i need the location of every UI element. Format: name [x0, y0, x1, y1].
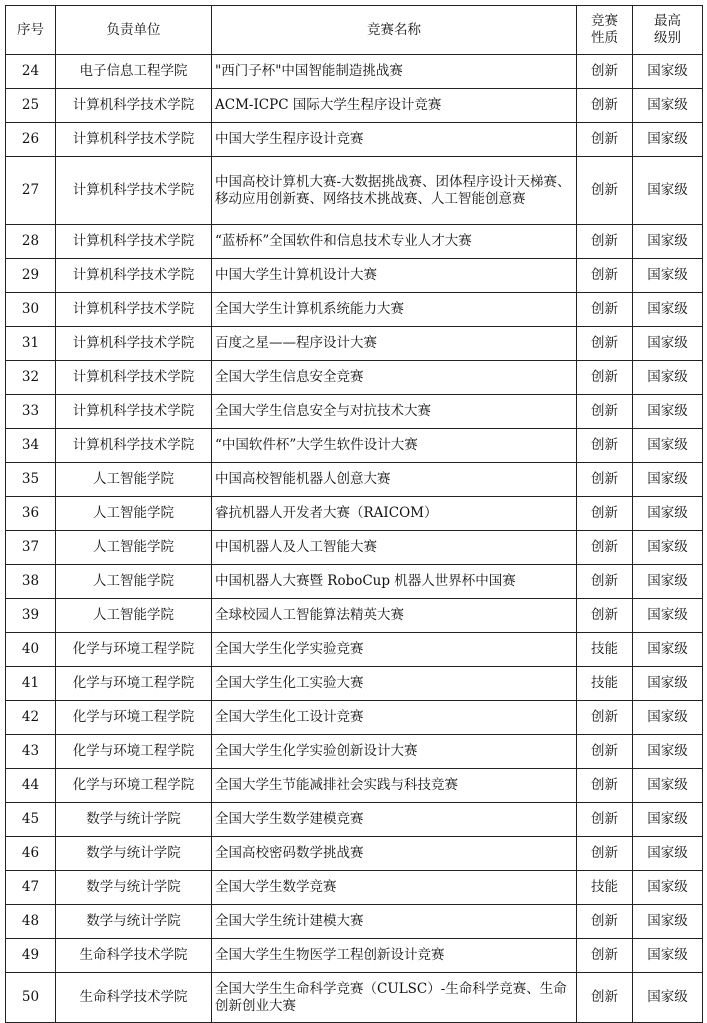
row-highest-level: 国家级: [633, 225, 703, 259]
row-serial-number: 30: [6, 293, 56, 327]
row-competition-type: 创新: [577, 837, 633, 871]
row-competition-name: 全国大学生数学建模竞赛: [212, 803, 577, 837]
row-responsible-unit: 计算机科学技术学院: [56, 429, 212, 463]
row-highest-level: 国家级: [633, 395, 703, 429]
row-serial-number: 29: [6, 259, 56, 293]
row-responsible-unit: 计算机科学技术学院: [56, 259, 212, 293]
row-serial-number: 41: [6, 667, 56, 701]
table-row: [6, 905, 703, 939]
row-competition-type: 创新: [577, 395, 633, 429]
row-competition-name: 百度之星——程序设计大赛: [212, 327, 577, 361]
row-competition-name: 中国大学生计算机设计大赛: [212, 259, 577, 293]
row-competition-name: 全国大学生化工设计竞赛: [212, 701, 577, 735]
row-serial-number: 26: [6, 123, 56, 157]
row-highest-level: 国家级: [633, 905, 703, 939]
table-row: [6, 429, 703, 463]
row-competition-type: 创新: [577, 55, 633, 89]
row-highest-level: 国家级: [633, 497, 703, 531]
row-competition-type: 创新: [577, 259, 633, 293]
row-highest-level: 国家级: [633, 701, 703, 735]
row-responsible-unit: 数学与统计学院: [56, 871, 212, 905]
row-competition-type: 创新: [577, 463, 633, 497]
row-serial-number: 36: [6, 497, 56, 531]
table-row: [6, 327, 703, 361]
row-responsible-unit: 人工智能学院: [56, 565, 212, 599]
row-competition-name: 全国高校密码数学挑战赛: [212, 837, 577, 871]
row-competition-name: 全国大学生化学实验竞赛: [212, 633, 577, 667]
row-competition-type: 创新: [577, 973, 633, 1023]
row-serial-number: 44: [6, 769, 56, 803]
row-competition-name: “中国软件杯”大学生软件设计大赛: [212, 429, 577, 463]
row-competition-name: 全球校园人工智能算法精英大赛: [212, 599, 577, 633]
table-row: [6, 395, 703, 429]
row-responsible-unit: 生命科学技术学院: [56, 973, 212, 1023]
table-row: [6, 293, 703, 327]
row-highest-level: 国家级: [633, 633, 703, 667]
table-row: [6, 939, 703, 973]
row-competition-type: 创新: [577, 905, 633, 939]
row-competition-type: 创新: [577, 803, 633, 837]
row-competition-type: 创新: [577, 497, 633, 531]
row-serial-number: 32: [6, 361, 56, 395]
row-serial-number: 50: [6, 973, 56, 1023]
table-row: [6, 157, 703, 225]
row-competition-type: 创新: [577, 599, 633, 633]
row-competition-type: 创新: [577, 565, 633, 599]
table-row: [6, 565, 703, 599]
row-serial-number: 24: [6, 55, 56, 89]
row-highest-level: 国家级: [633, 293, 703, 327]
row-responsible-unit: 计算机科学技术学院: [56, 395, 212, 429]
header-highest-level: 最高级别: [633, 6, 703, 55]
competition-table: [5, 5, 703, 1023]
row-responsible-unit: 化学与环境工程学院: [56, 769, 212, 803]
row-responsible-unit: 计算机科学技术学院: [56, 361, 212, 395]
row-competition-type: 创新: [577, 939, 633, 973]
table-row: [6, 55, 703, 89]
row-highest-level: 国家级: [633, 259, 703, 293]
row-competition-name: 全国大学生统计建模大赛: [212, 905, 577, 939]
table-row: [6, 871, 703, 905]
row-competition-name: 中国高校智能机器人创意大赛: [212, 463, 577, 497]
row-competition-name: 全国大学生节能减排社会实践与科技竞赛: [212, 769, 577, 803]
row-competition-name: ACM-ICPC 国际大学生程序设计竞赛: [212, 89, 577, 123]
row-responsible-unit: 化学与环境工程学院: [56, 633, 212, 667]
row-highest-level: 国家级: [633, 871, 703, 905]
table-row: [6, 735, 703, 769]
row-competition-name: 睿抗机器人开发者大赛（RAICOM）: [212, 497, 577, 531]
row-highest-level: 国家级: [633, 837, 703, 871]
row-competition-name: 全国大学生计算机系统能力大赛: [212, 293, 577, 327]
row-highest-level: 国家级: [633, 667, 703, 701]
header-responsible-unit: 负责单位: [56, 6, 212, 55]
row-serial-number: 46: [6, 837, 56, 871]
row-serial-number: 35: [6, 463, 56, 497]
table-row: [6, 701, 703, 735]
row-highest-level: 国家级: [633, 735, 703, 769]
row-highest-level: 国家级: [633, 599, 703, 633]
row-responsible-unit: 化学与环境工程学院: [56, 735, 212, 769]
table-row: [6, 769, 703, 803]
row-competition-type: 技能: [577, 871, 633, 905]
row-responsible-unit: 人工智能学院: [56, 463, 212, 497]
row-serial-number: 33: [6, 395, 56, 429]
row-highest-level: 国家级: [633, 939, 703, 973]
row-serial-number: 34: [6, 429, 56, 463]
row-serial-number: 25: [6, 89, 56, 123]
row-competition-type: 创新: [577, 225, 633, 259]
row-responsible-unit: 人工智能学院: [56, 497, 212, 531]
row-highest-level: 国家级: [633, 531, 703, 565]
row-highest-level: 国家级: [633, 327, 703, 361]
row-responsible-unit: 计算机科学技术学院: [56, 327, 212, 361]
row-serial-number: 40: [6, 633, 56, 667]
table-row: [6, 89, 703, 123]
row-serial-number: 31: [6, 327, 56, 361]
table-row: [6, 463, 703, 497]
row-responsible-unit: 化学与环境工程学院: [56, 667, 212, 701]
row-competition-type: 创新: [577, 531, 633, 565]
row-responsible-unit: 电子信息工程学院: [56, 55, 212, 89]
row-highest-level: 国家级: [633, 973, 703, 1023]
row-responsible-unit: 计算机科学技术学院: [56, 225, 212, 259]
row-competition-name: 中国机器人大赛暨 RoboCup 机器人世界杯中国赛: [212, 565, 577, 599]
row-serial-number: 38: [6, 565, 56, 599]
row-highest-level: 国家级: [633, 361, 703, 395]
header-serial-number: 序号: [6, 6, 56, 55]
row-responsible-unit: 生命科学技术学院: [56, 939, 212, 973]
row-serial-number: 27: [6, 157, 56, 225]
table-header-row: [6, 6, 703, 55]
header-competition-type: 竞赛性质: [577, 6, 633, 55]
row-responsible-unit: 数学与统计学院: [56, 837, 212, 871]
table-row: [6, 123, 703, 157]
row-responsible-unit: 计算机科学技术学院: [56, 123, 212, 157]
row-serial-number: 39: [6, 599, 56, 633]
row-competition-name: 中国高校计算机大赛-大数据挑战赛、团体程序设计天梯赛、移动应用创新赛、网络技术挑战赛、人工智能创意赛: [212, 157, 577, 225]
row-serial-number: 48: [6, 905, 56, 939]
row-competition-name: "西门子杯"中国智能制造挑战赛: [212, 55, 577, 89]
row-highest-level: 国家级: [633, 89, 703, 123]
row-competition-type: 创新: [577, 327, 633, 361]
table-row: [6, 531, 703, 565]
table-row: [6, 973, 703, 1023]
table-row: [6, 803, 703, 837]
row-competition-name: 中国大学生程序设计竞赛: [212, 123, 577, 157]
table-row: [6, 225, 703, 259]
row-responsible-unit: 人工智能学院: [56, 599, 212, 633]
row-serial-number: 42: [6, 701, 56, 735]
row-competition-name: 全国大学生化学实验创新设计大赛: [212, 735, 577, 769]
row-competition-type: 技能: [577, 667, 633, 701]
table-row: [6, 497, 703, 531]
row-responsible-unit: 数学与统计学院: [56, 905, 212, 939]
row-competition-type: 创新: [577, 429, 633, 463]
row-competition-type: 创新: [577, 361, 633, 395]
row-competition-name: 全国大学生信息安全竞赛: [212, 361, 577, 395]
row-highest-level: 国家级: [633, 463, 703, 497]
table-row: [6, 361, 703, 395]
row-highest-level: 国家级: [633, 157, 703, 225]
table-row: [6, 667, 703, 701]
row-serial-number: 47: [6, 871, 56, 905]
row-competition-name: 全国大学生化工实验大赛: [212, 667, 577, 701]
row-competition-type: 技能: [577, 633, 633, 667]
row-responsible-unit: 计算机科学技术学院: [56, 157, 212, 225]
table-row: [6, 633, 703, 667]
row-responsible-unit: 计算机科学技术学院: [56, 293, 212, 327]
row-competition-type: 创新: [577, 701, 633, 735]
row-competition-type: 创新: [577, 293, 633, 327]
row-competition-type: 创新: [577, 123, 633, 157]
row-competition-name: 全国大学生生物医学工程创新设计竞赛: [212, 939, 577, 973]
row-competition-name: 全国大学生数学竞赛: [212, 871, 577, 905]
row-competition-name: 全国大学生信息安全与对抗技术大赛: [212, 395, 577, 429]
row-serial-number: 28: [6, 225, 56, 259]
row-serial-number: 45: [6, 803, 56, 837]
row-highest-level: 国家级: [633, 429, 703, 463]
row-serial-number: 37: [6, 531, 56, 565]
row-competition-name: 全国大学生生命科学竞赛（CULSC）-生命科学竞赛、生命创新创业大赛: [212, 973, 577, 1023]
row-competition-type: 创新: [577, 735, 633, 769]
table-row: [6, 599, 703, 633]
row-serial-number: 43: [6, 735, 56, 769]
row-highest-level: 国家级: [633, 769, 703, 803]
row-highest-level: 国家级: [633, 123, 703, 157]
row-competition-type: 创新: [577, 769, 633, 803]
row-competition-type: 创新: [577, 89, 633, 123]
row-competition-name: 中国机器人及人工智能大赛: [212, 531, 577, 565]
row-highest-level: 国家级: [633, 803, 703, 837]
row-highest-level: 国家级: [633, 565, 703, 599]
header-competition-name: 竞赛名称: [212, 6, 577, 55]
row-competition-type: 创新: [577, 157, 633, 225]
row-serial-number: 49: [6, 939, 56, 973]
table-row: [6, 259, 703, 293]
row-responsible-unit: 化学与环境工程学院: [56, 701, 212, 735]
row-responsible-unit: 人工智能学院: [56, 531, 212, 565]
row-competition-name: “蓝桥杯”全国软件和信息技术专业人才大赛: [212, 225, 577, 259]
row-highest-level: 国家级: [633, 55, 703, 89]
table-row: [6, 837, 703, 871]
row-responsible-unit: 计算机科学技术学院: [56, 89, 212, 123]
row-responsible-unit: 数学与统计学院: [56, 803, 212, 837]
